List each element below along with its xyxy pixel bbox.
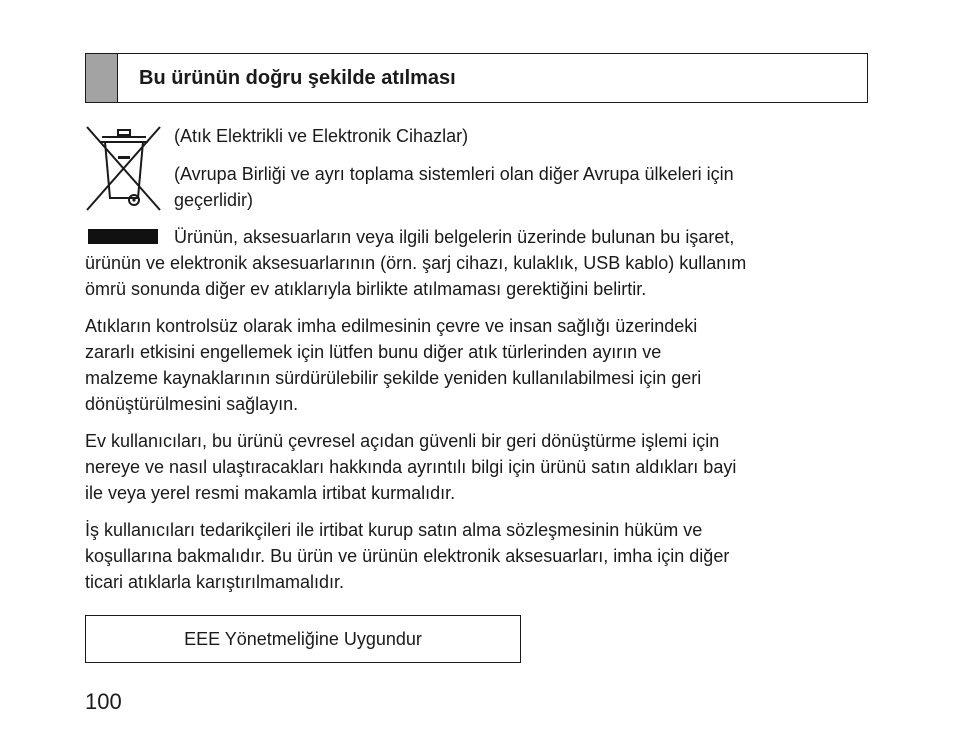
paragraph-line: ile veya yerel resmi makamla irtibat kurmalıdır. <box>85 483 456 503</box>
weee-scope-line-2: geçerlidir) <box>174 190 254 210</box>
weee-scope-line-1: (Avrupa Birliği ve ayrı toplama sistemleri olan diğer Avrupa ülkeleri için <box>174 164 734 184</box>
paragraph-household-users <box>85 428 736 506</box>
paragraph-line: ticari atıklarla karıştırılmamalıdır. <box>85 572 345 592</box>
compliance-box: EEE Yönetmeliğine Uygundur <box>85 615 521 663</box>
paragraph-line: Atıkların kontrolsüz olarak imha edilmesinin çevre ve insan sağlığı üzerindeki <box>85 316 698 336</box>
paragraph-line: Ürünün, aksesuarların veya ilgili belgelerin üzerinde bulunan bu işaret, <box>174 227 735 247</box>
section-header <box>85 53 868 103</box>
paragraph-line: dönüştürülmesini sağlayın. <box>85 394 299 414</box>
crossed-out-wheelie-bin-icon <box>84 124 162 214</box>
paragraph-environment <box>85 313 701 417</box>
page-number: 100 <box>85 689 122 714</box>
header-tab-marker <box>86 54 118 102</box>
section-title: Bu ürünün doğru şekilde atılması <box>139 67 456 89</box>
paragraph-line: malzeme kaynaklarının sürdürülebilir şekilde yeniden kullanılabilmesi için geri <box>85 368 702 388</box>
paragraph-line: zararlı etkisini engellemek için lütfen bunu diğer atık türlerinden ayırın ve <box>85 342 662 362</box>
paragraph-line: Ev kullanıcıları, bu ürünü çevresel açıdan güvenli bir geri dönüştürme işlemi için <box>85 431 720 451</box>
paragraph-line: İş kullanıcıları tedarikçileri ile irtibat kurup satın alma sözleşmesinin hüküm ve <box>85 520 703 540</box>
paragraph-line: ürünün ve elektronik aksesuarlarının (örn. şarj cihazı, kulaklık, USB kablo) kullanım <box>85 253 747 273</box>
paragraph-line: nereye ve nasıl ulaştıracakları hakkında ayrıntılı bilgi için ürünü satın aldıkları bayi <box>85 457 737 477</box>
paragraph-line: ömrü sonunda diğer ev atıklarıyla birlikte atılmaması gerektiğini belirtir. <box>85 279 647 299</box>
paragraph-marking <box>85 224 746 302</box>
paragraph-line: koşullarına bakmalıdır. Bu ürün ve ürünün elektronik aksesuarları, imha için diğer <box>85 546 730 566</box>
paragraph-business-users <box>85 517 729 595</box>
weee-label: (Atık Elektrikli ve Elektronik Cihazlar) <box>174 126 469 146</box>
